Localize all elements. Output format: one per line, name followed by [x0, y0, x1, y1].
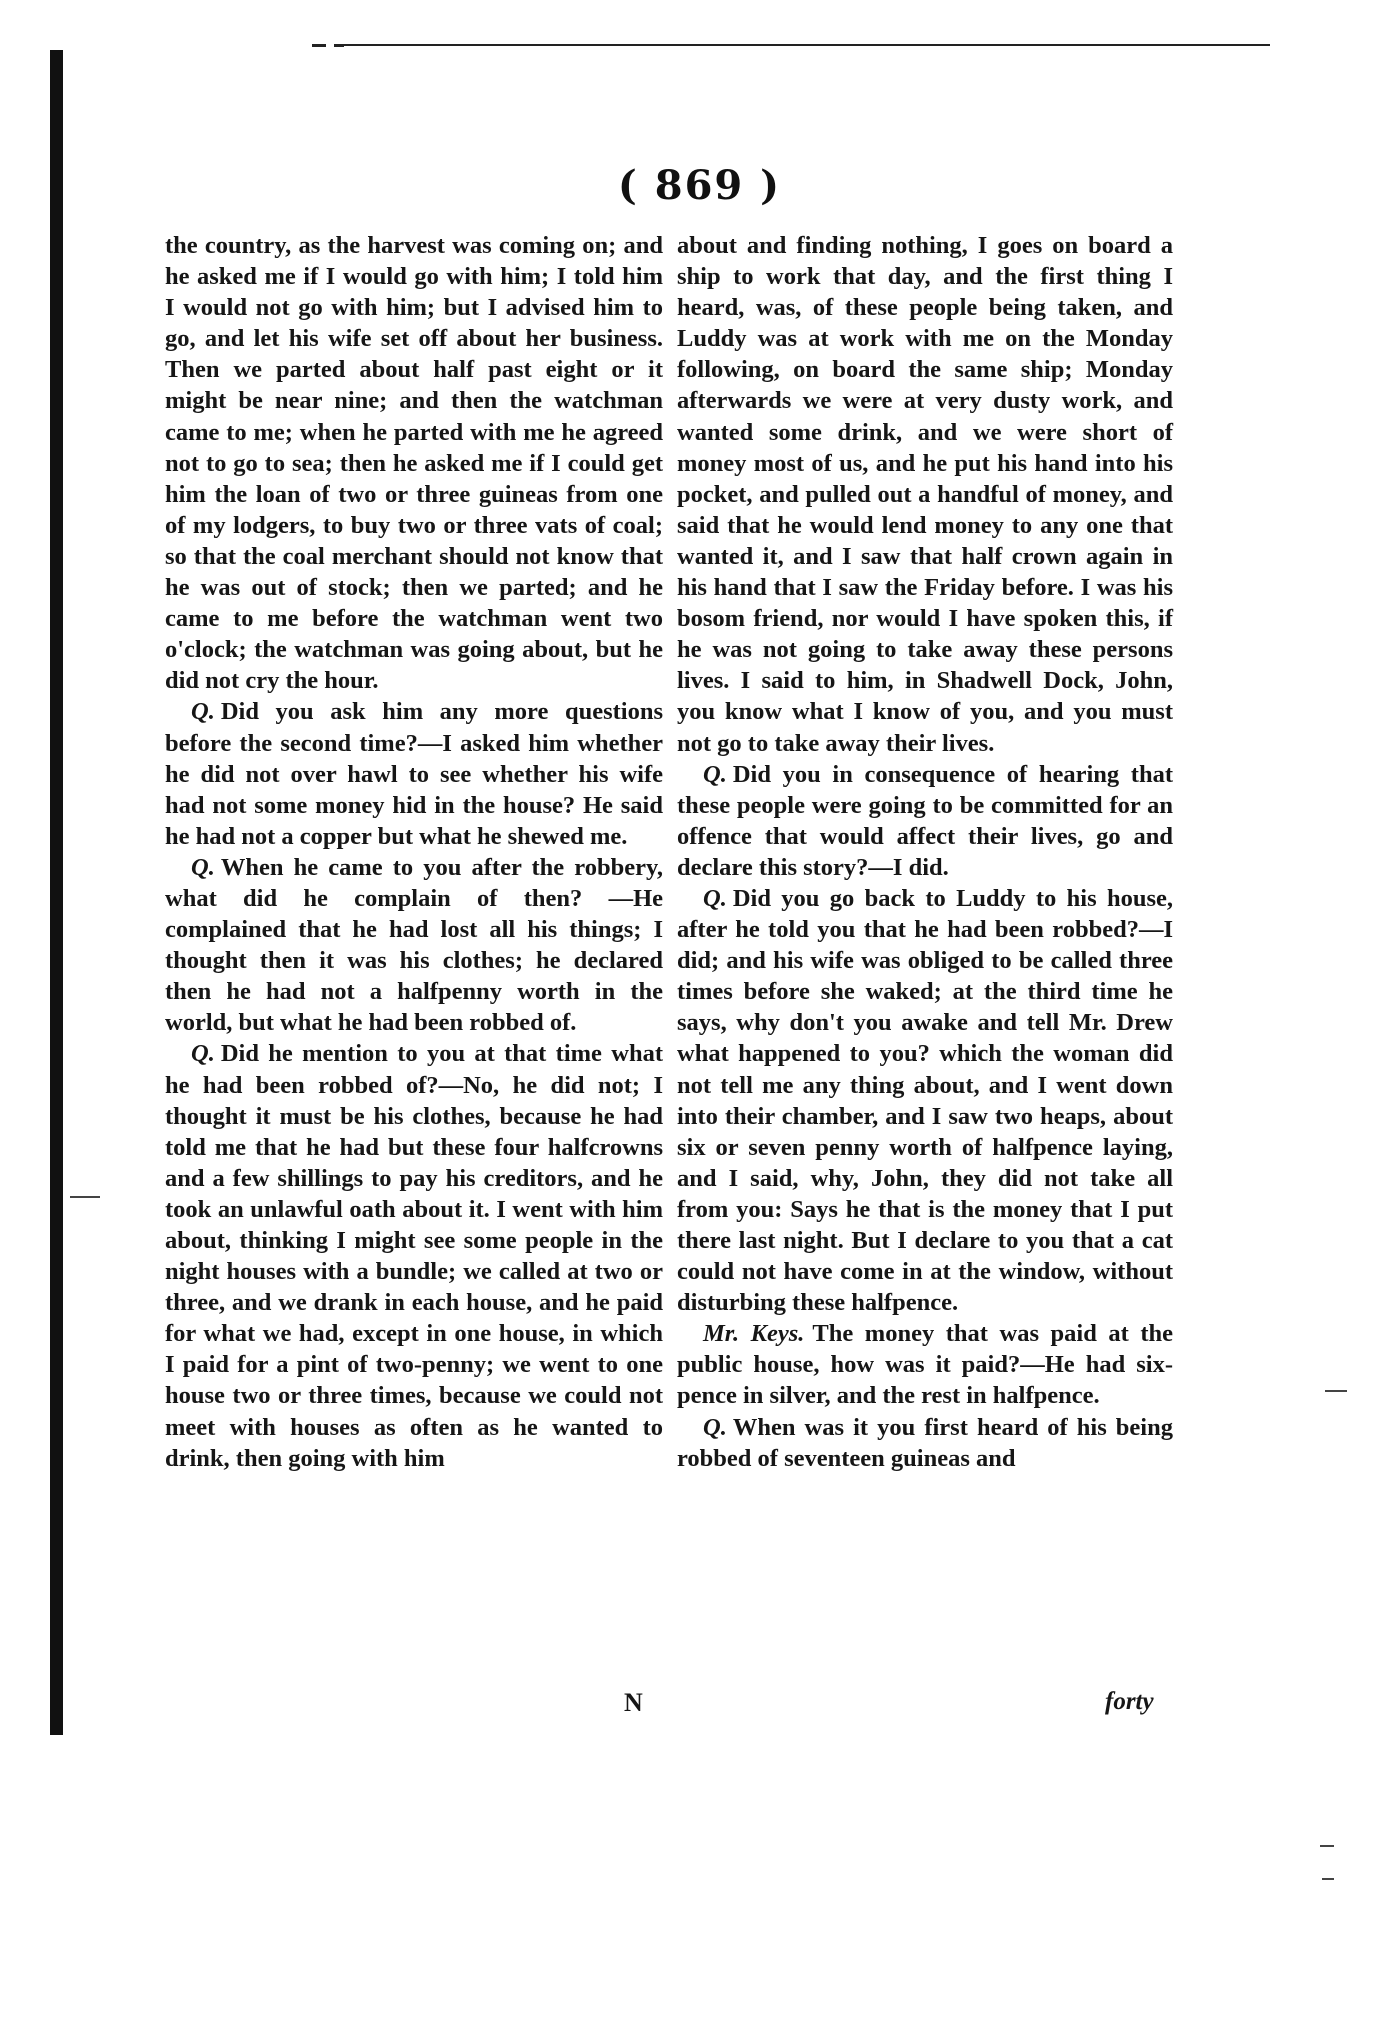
- speaker-label: Mr. Keys.: [703, 1320, 805, 1348]
- question-mark-label: Q.: [703, 760, 727, 788]
- paragraph-text: When was it you first heard of his being robbed of seventeen guineas and: [677, 1413, 1173, 1472]
- paragraph-text: Did you go back to Luddy to his house, after he told you that he had been robbed?—I did; and his wife was obliged to be called three times before she waked; at the third time he says, why don't you awake and tell Mr. Drew what happened to you? which the woman did not tell me any thing about, and I went down into their chamber, and I saw two heaps, about six or seven penny worth of halfpence laying, and I said, why, John, they did not take all from you: Says he that is the money that I put there last night. But I declare to you that a cat could not have come in at the window, without disturbing these halfpence.: [677, 884, 1173, 1317]
- left-paragraph-1: [165, 230, 663, 696]
- margin-dash-right-1: [1325, 1390, 1347, 1392]
- left-paragraph-4: [165, 1038, 663, 1473]
- right-column: [677, 230, 1173, 1474]
- left-paragraph-2: [165, 696, 663, 851]
- top-rule-dash-1: [312, 44, 326, 47]
- top-rule: [340, 44, 1270, 46]
- paragraph-text: Did you in consequence of hearing that these people were going to be committed for an offence that would affect their lives, go and declare this story?—I did.: [677, 760, 1173, 881]
- catchword: forty: [1105, 1688, 1154, 1715]
- question-mark-label: Q.: [191, 853, 215, 881]
- margin-dash-right-2: [1320, 1845, 1334, 1847]
- left-column: [165, 230, 663, 1474]
- right-paragraph-3: [677, 883, 1173, 1318]
- right-paragraph-2: [677, 759, 1173, 883]
- signature-mark: N: [624, 1688, 643, 1717]
- paragraph-text: The money that was paid at the public house, how was it paid?—He had six-pence in silver, and the rest in halfpence.: [677, 1320, 1174, 1410]
- right-paragraph-5: [677, 1412, 1173, 1474]
- paragraph-text: Did he mention to you at that time what he had been robbed of?—No, he did not; I thought it must be his clothes, because he had told me that he had but these four halfcrowns and a few shillings to pay his creditors, and he took an unlawful oath about it. I went with him about, thinking I might see some people in the night houses with a bundle; we called at two or three, and we drank in each house, and he paid for what we had, except in one house, in which I paid for a pint of two-penny; we went to one house two or three times, because we could not meet with houses as often as he wanted to drink, then going with him: [165, 1040, 663, 1472]
- right-paragraph-4: [677, 1318, 1173, 1411]
- question-mark-label: Q.: [703, 884, 727, 912]
- page-number: ( 869 ): [617, 162, 782, 209]
- question-mark-label: Q.: [191, 698, 215, 726]
- margin-dash-right-3: [1322, 1878, 1334, 1880]
- binding-edge-bar: [50, 50, 63, 1735]
- margin-dash-left: [70, 1196, 100, 1198]
- right-paragraph-1: [677, 230, 1173, 759]
- paragraph-text: Did you ask him any more questions before the second time?—I asked him whether he did not over hawl to see whether his wife had not some money hid in the house? He said he had not a copper but what he shewed me.: [165, 698, 663, 850]
- paragraph-text: When he came to you after the robbery, what did he complain of then? —He complained that he had lost all his things; I thought then it was his clothes; he declared then he had not a halfpenny worth in the world, but what he had been robbed of.: [165, 853, 663, 1037]
- paragraph-text: about and finding nothing, I goes on board a ship to work that day, and the first thing I heard, was, of these people being taken, and Luddy was at work with me on the Monday following, on board the same ship; Monday afterwards we were at very dusty work, and wanted some drink, and we were short of money most of us, and he put his hand into his pocket, and pulled out a handful of money, and said that he would lend money to any one that wanted it, and I saw that half crown again in his hand that I saw the Friday before. I was his bosom friend, nor would I have spoken this, if he was not going to take away these persons lives. I said to him, in Shadwell Dock, John, you know what I know of you, and you must not go to take away their lives.: [677, 232, 1173, 757]
- question-mark-label: Q.: [703, 1413, 727, 1441]
- left-paragraph-3: [165, 852, 663, 1039]
- paragraph-text: the country, as the harvest was coming on; and he asked me if I would go with him; I told him I would not go with him; but I advised him to go, and let his wife set off about her business. Then we parted about half past eight or it might be near nine; and then the watchman came to me; when he parted with me he agreed not to go to sea; then he asked me if I could get him the loan of two or three guineas from one of my lodgers, to buy two or three vats of coal; so that the coal merchant should not know that he was out of stock; then we parted; and he came to me before the watchman went two o'clock; the watchman was going about, but he did not cry the hour.: [165, 232, 663, 695]
- question-mark-label: Q.: [191, 1040, 215, 1068]
